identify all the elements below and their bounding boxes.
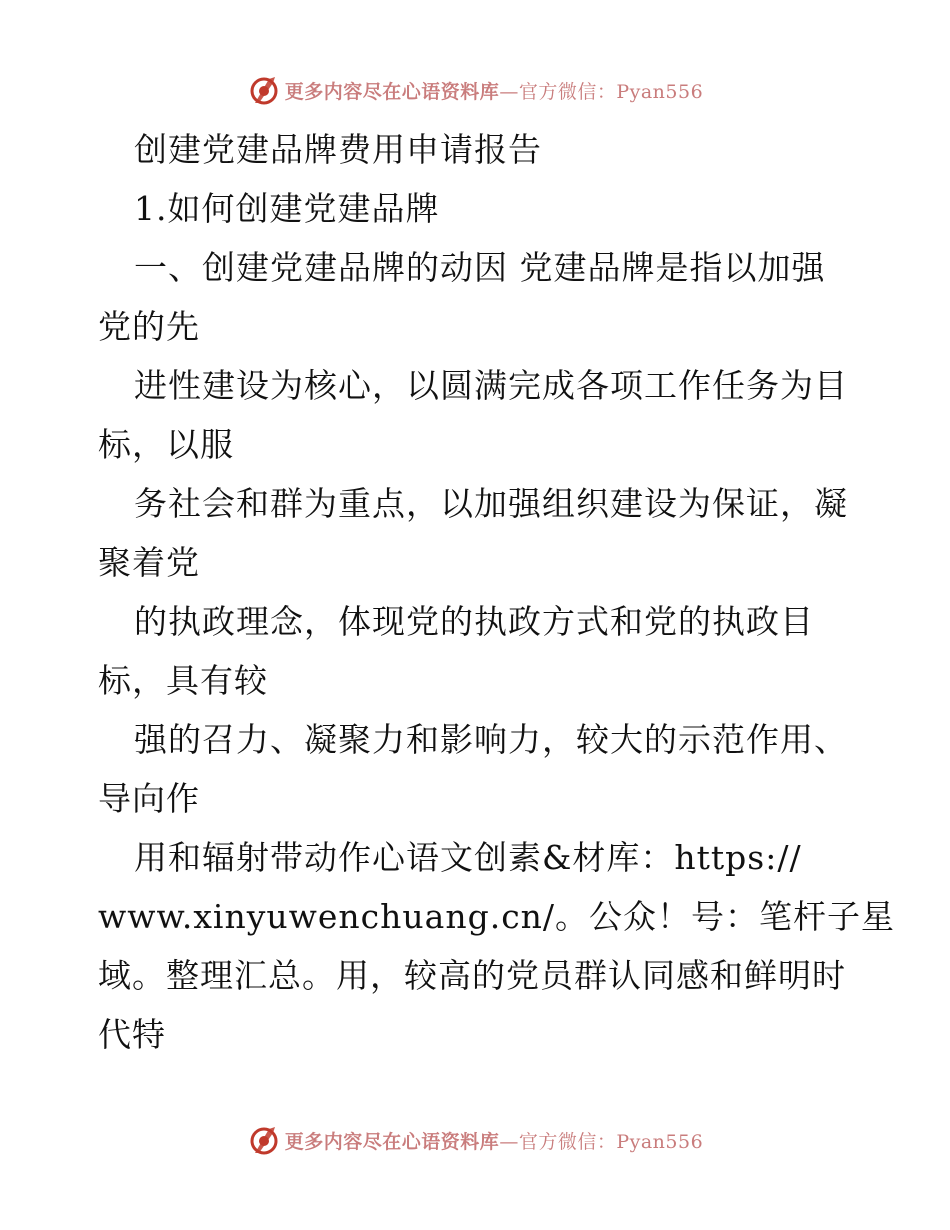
paragraph-line: 一、创建党建品牌的动因 党建品牌是指以加强 [134,248,826,287]
document-body [98,120,896,1064]
paragraph-line: 强的召力、凝聚力和影响力，较大的示范作用、 [134,720,848,759]
watermark-wechat-label: 官方微信： [518,1130,617,1153]
document-title: 创建党建品牌费用申请报告 [134,130,542,169]
quill-logo-icon [247,73,281,107]
paragraph-line-url: www.xinyuwenchuang.cn/。公众！号：笔杆子星 [98,897,896,936]
header-watermark [0,70,950,110]
paragraph-line: 的执政理念，体现党的执政方式和党的执政目 [134,602,814,641]
paragraph-line: 党的先 [98,307,200,346]
paragraph-line: 标，以服 [98,425,234,464]
watermark-text [285,1127,703,1154]
paragraph-line: 务社会和群为重点，以加强组织建设为保证，凝 [134,484,848,523]
watermark-wechat-id: Pyan556 [616,1130,704,1153]
paragraph-line: 导向作 [98,779,200,818]
watermark-separator: — [499,1130,519,1153]
paragraph-line: 聚着党 [98,543,200,582]
watermark-brand: 更多内容尽在心语资料库 [284,80,500,103]
paragraph-line: 用和辐射带动作心语文创素&材库：https:// [134,838,802,877]
paragraph-line: 代特 [98,1015,166,1054]
paragraph-line: 标，具有较 [98,661,268,700]
watermark-wechat-id: Pyan556 [616,80,704,103]
footer-watermark [0,1120,950,1160]
section-heading: 1.如何创建党建品牌 [134,189,440,228]
watermark-separator: — [499,80,519,103]
quill-logo-icon [247,1123,281,1157]
watermark-wechat-label: 官方微信： [518,80,617,103]
paragraph-line: 进性建设为核心，以圆满完成各项工作任务为目 [134,366,848,405]
paragraph-line: 域。整理汇总。用，较高的党员群认同感和鲜明时 [98,956,846,995]
watermark-text [285,77,703,104]
watermark-brand: 更多内容尽在心语资料库 [284,1130,500,1153]
